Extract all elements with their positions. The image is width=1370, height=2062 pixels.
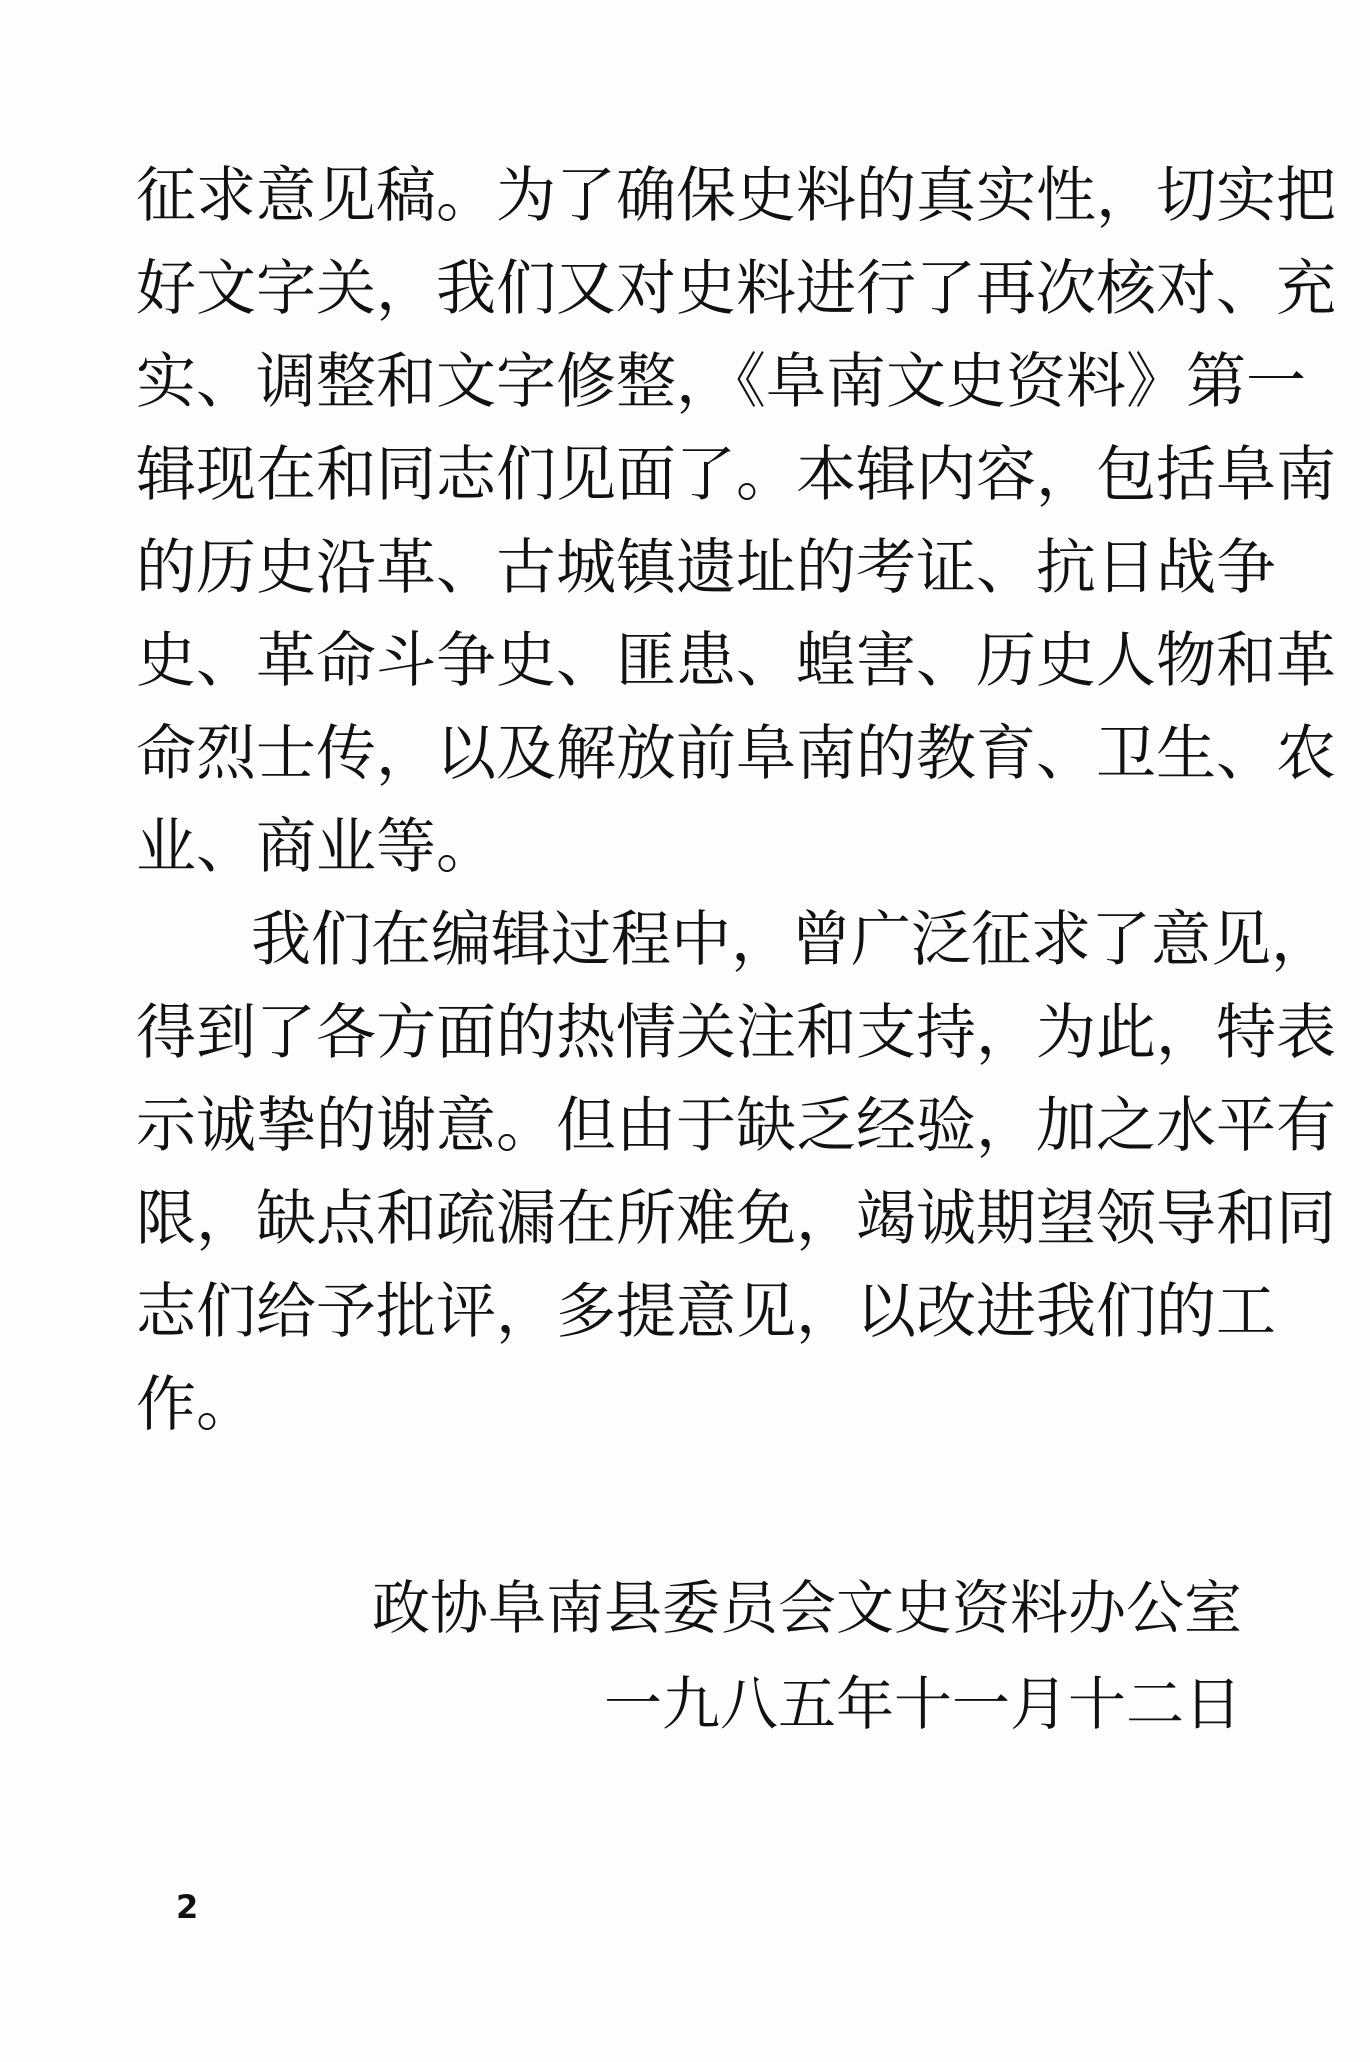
- signature-date: 一九八五年十一月十二日: [603, 1670, 1242, 1738]
- text-line: 志们给予批评，多提意见，以改进我们的工: [136, 1277, 1276, 1347]
- text-line: 实、调整和文字修整，《阜南文史资料》第一: [136, 347, 1306, 417]
- text-line: 业、商业等。: [136, 812, 496, 882]
- text-line: 得到了各方面的热情关注和支持，为此，特表: [136, 998, 1336, 1068]
- text-line: 作。: [136, 1370, 256, 1440]
- text-line: 限，缺点和疏漏在所难免，竭诚期望领导和同: [136, 1184, 1336, 1254]
- text-line: 史、革命斗争史、匪患、蝗害、历史人物和革: [136, 626, 1336, 696]
- text-line: 命烈士传，以及解放前阜南的教育、卫生、农: [136, 719, 1336, 789]
- text-line: 的历史沿革、古城镇遗址的考证、抗日战争: [136, 533, 1276, 603]
- text-line: 示诚挚的谢意。但由于缺乏经验，加之水平有: [136, 1091, 1336, 1161]
- text-line: 我们在编辑过程中，曾广泛征求了意见，: [251, 905, 1331, 975]
- body-text: [136, 150, 1336, 1452]
- signature-organization: 政协阜南县委员会文史资料办公室: [371, 1574, 1242, 1642]
- signature-block: [372, 1560, 1242, 1752]
- page-number: 2: [176, 1888, 199, 1926]
- text-line: 征求意见稿。为了确保史料的真实性，切实把: [136, 161, 1336, 231]
- text-line: 辑现在和同志们见面了。本辑内容，包括阜南: [136, 440, 1336, 510]
- text-line: 好文字关，我们又对史料进行了再次核对、充: [136, 254, 1336, 324]
